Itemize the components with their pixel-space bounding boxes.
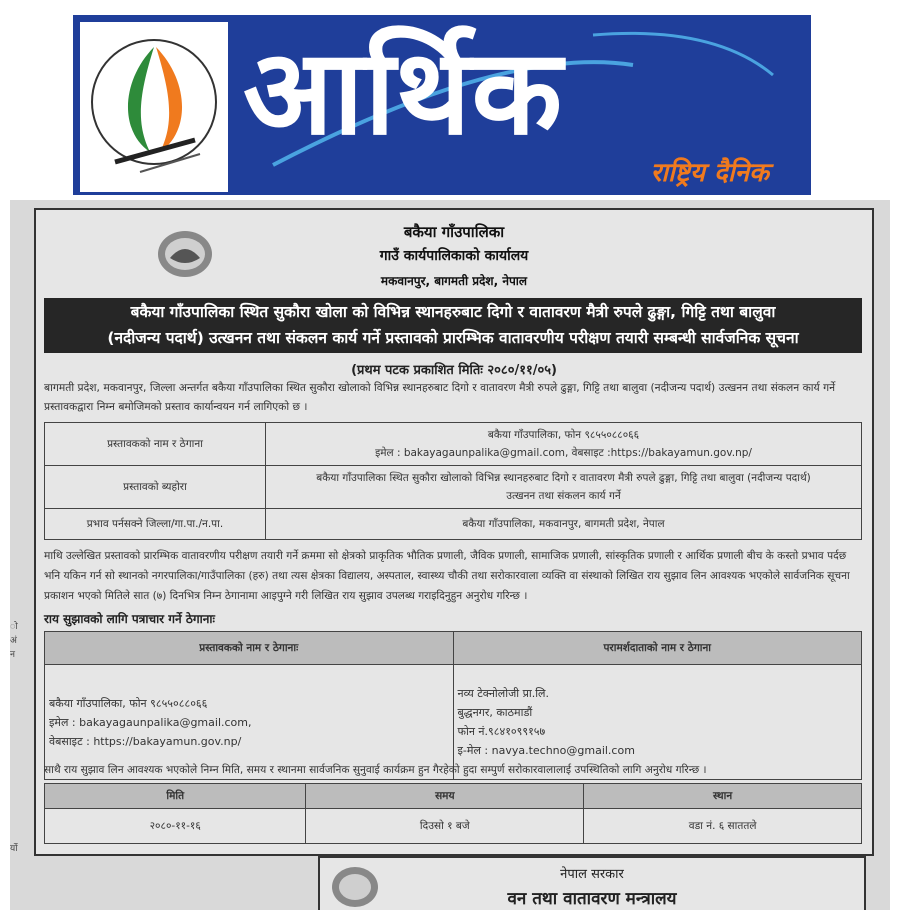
body-paragraph: माथि उल्लेखित प्रस्तावको प्रारम्भिक वातावरणीय परीक्षण तयारी गर्ने क्रममा सो क्षेत्रको प्राकृतिक भौतिक प्रणाली, जैविक प्रणाली, सामाजिक प्रणाली, सांस्कृतिक प्रणाली र आर्थिक प्रणाली बीच के कस्तो प्रभाव पर्दछ भनि यकिन गर्न सो स्थानको नगरपालिका/गाउँपालिका (हरु) तथा त्यस क्षेत्रका विद्यालय, अस्पताल, स्वास्थ्य चौकी तथा सरोकारवाला व्यक्ति वा संस्थाको लिखित राय सुझाव लिन आवश्यक भएकोले सार्वजनिक सूचना प्रकाशन भएको मितिले सात (७) दिनभित्र निम्न ठेगानामा आइपुग्ने गरी लिखित राय सुझाव उपलब्ध गराइदिनुहुन अनुरोध गरिन्छ । bbox=[44, 550, 850, 602]
masthead-title: आर्थिक bbox=[243, 23, 564, 161]
left-margin-fragments: ो अं न र्यो bbox=[10, 622, 18, 854]
intro-paragraph: बागमती प्रदेश, मकवानपुर, जिल्ला अन्तर्गत बकैया गाँउपालिका स्थित सुकौरा खोलाको विभिन्न स्थानहरुबाट दिगो र वातावरण मैत्री रुपले ढुङ्गा, गिट्टि तथा बालुवा (नदीजन्य पदार्थ) उत्खनन तथा संकलन कार्य गर्ने प्रस्तावकद्वारा निम्न बमोजिमको प्रस्ताव कार्यान्वयन गर्न लागिएको छ । bbox=[44, 381, 836, 413]
office-address: मकवानपुर, बागमती प्रदेश, नेपाल bbox=[380, 274, 528, 288]
table-row: २०८०-११-१६ दिउसो १ बजे वडा नं. ६ साततले bbox=[45, 809, 862, 844]
hearing-paragraph: साथै राय सुझाव लिन आवश्यक भएकोले निम्न मिति, समय र स्थानमा सार्वजनिक सुनुवाई कार्यक्रम हुन गैरहेको हुदा सम्पुर्ण सरोकारवालालाई उपस्थितिको लागि अनुरोध गरिन्छ । bbox=[44, 764, 707, 776]
table-row: प्रभाव पर्नसक्ने जिल्ला/गा.पा./न.पा. बकैया गाँउपालिका, मकवानपुर, बागमती प्रदेश, नेपाल bbox=[45, 509, 862, 540]
government-label: नेपाल सरकार bbox=[560, 867, 624, 882]
proposal-table bbox=[44, 422, 862, 540]
correspondence-table: प्रस्तावकको नाम र ठेगानाः परामर्शदाताको नाम र ठेगाना बकैया गाँउपालिका, फोन ९८५५०८८०६६ इमेल : bakayagaunpalika@gmail.com, वेबसाइट : https://bakayamun.gov.np/ नव्य टेक्नोलोजी प्रा.लि. बुद्धनगर, काठमाडौं फोन नं.९८४१०९९१५७ इ-मेल : navya.techno@gmail.com bbox=[44, 631, 862, 780]
ministry-name: वन तथा वातावरण मन्त्रालय bbox=[507, 889, 677, 909]
publication-date: (प्रथम पटक प्रकाशित मितिः २०८०/११/०५) bbox=[351, 363, 557, 378]
office-name: गाउँ कार्यपालिकाको कार्यालय bbox=[379, 248, 529, 264]
masthead-subtitle: राष्ट्रिय दैनिक bbox=[650, 158, 769, 188]
table-row: प्रस्तावकको नाम र ठेगाना बकैया गाँउपालिका, फोन ९८५५०८८०६६ इमेल : bakayagaunpalika@gmail.com, वेबसाइट :https://bakayamun.gov.np/ bbox=[45, 423, 862, 466]
masthead bbox=[73, 15, 811, 195]
hearing-table: मिति समय स्थान २०८०-११-१६ दिउसो १ बजे वडा नं. ६ साततले bbox=[44, 783, 862, 844]
table-row: प्रस्तावको ब्यहोरा बकैया गाँउपालिका स्थित सुकौरा खोलाको विभिन्न स्थानहरुबाट दिगो र वातावरण मैत्री रुपले ढुङ्गा, गिट्टि तथा बालुवा (नदीजन्य पदार्थ) उत्खनन तथा संकलन कार्य गर्ने bbox=[45, 466, 862, 509]
public-notice bbox=[34, 208, 874, 856]
ministry-notice bbox=[318, 856, 866, 910]
correspondence-heading: राय सुझावको लागि पत्राचार गर्ने ठेगानाः bbox=[44, 612, 215, 626]
publisher-logo bbox=[80, 22, 228, 192]
table-row: बकैया गाँउपालिका, फोन ९८५५०८८०६६ इमेल : bakayagaunpalika@gmail.com, वेबसाइट : https://bakayamun.gov.np/ नव्य टेक्नोलोजी प्रा.लि. बुद्धनगर, काठमाडौं फोन नं.९८४१०९९१५७ इ-मेल : navya.techno@gmail.com bbox=[45, 665, 862, 780]
newspaper-page bbox=[10, 200, 890, 910]
notice-title: बकैया गाँउपालिका स्थित सुकौरा खोला को विभिन्न स्थानहरुबाट दिगो र वातावरण मैत्री रुपले ढुङ्गा, गिट्टि तथा बालुवा (नदीजन्य पदार्थ) उत्खनन तथा संकलन कार्य गर्ने प्रस्तावको प्रारम्भिक वातावरणीय परीक्षण तयारी सम्बन्धी सार्वजनिक सूचना bbox=[44, 298, 862, 353]
org-name: बकैया गाँउपालिका bbox=[403, 223, 505, 241]
